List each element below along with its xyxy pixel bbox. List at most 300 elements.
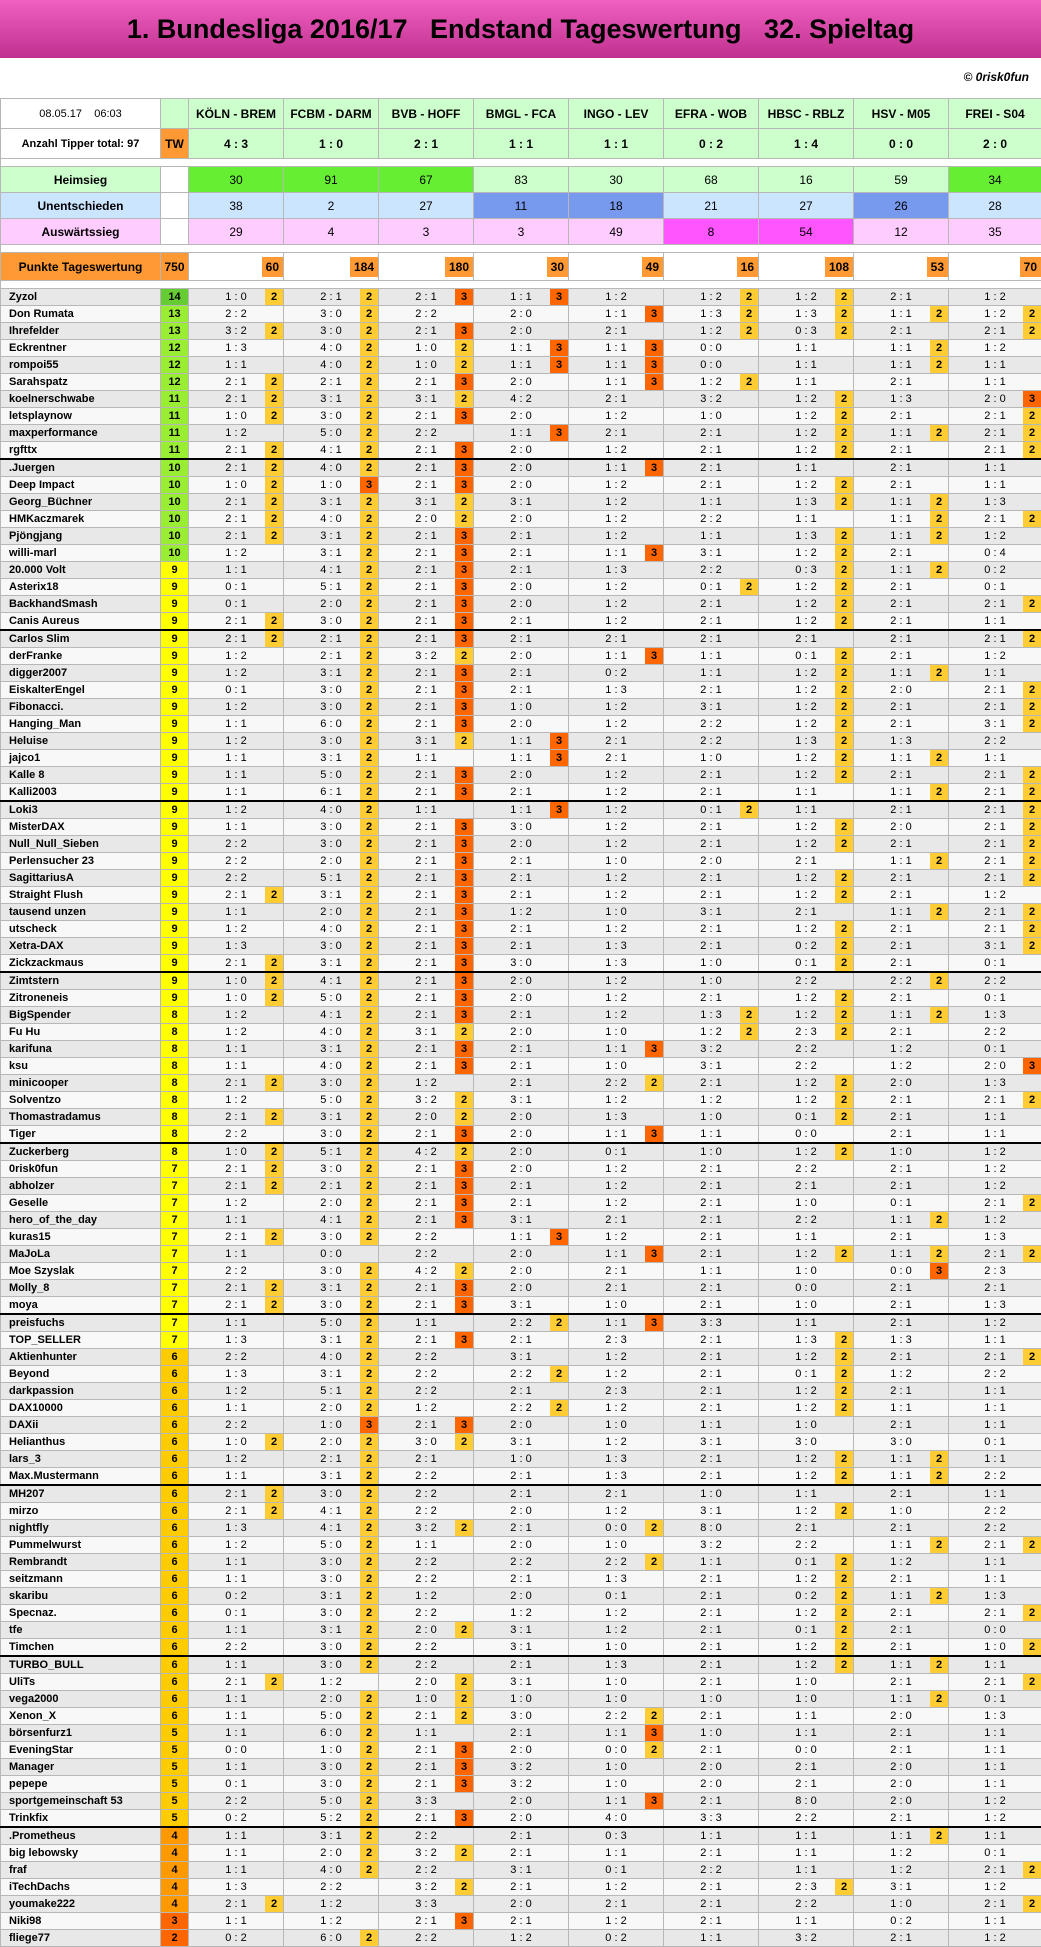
tip-score: 2 : 1 (872, 1417, 930, 1433)
player-tip (664, 1776, 759, 1793)
player-tip (474, 1126, 569, 1144)
tip-score: 1 : 1 (872, 1007, 930, 1023)
tip-points-badge: 2 (360, 289, 378, 305)
tip-points-badge: 2 (360, 340, 378, 356)
tip-score: 1 : 1 (777, 357, 835, 373)
tip-points-badge: 2 (835, 528, 853, 544)
tip-score: 2 : 2 (397, 1229, 455, 1245)
tip-score: 2 : 2 (397, 1657, 455, 1673)
player-name: Sarahspatz (1, 374, 161, 391)
tip-score: 1 : 1 (872, 784, 930, 800)
player-tip (379, 306, 474, 323)
tip-points-badge: 3 (455, 1212, 473, 1228)
tip-score: 2 : 1 (207, 613, 265, 629)
tip-score: 1 : 2 (587, 1400, 645, 1416)
tip-points-badge: 2 (930, 1212, 948, 1228)
tip-score: 2 : 2 (587, 1554, 645, 1570)
tip-points-badge: 2 (930, 973, 948, 989)
player-tip (284, 562, 379, 579)
tip-points-badge: 3 (550, 289, 568, 305)
player-tip (189, 1263, 284, 1280)
player-tip (474, 1827, 569, 1845)
player-tip (949, 1742, 1041, 1759)
player-tip (949, 1041, 1041, 1058)
player-tip (569, 1058, 664, 1075)
player-tip (474, 767, 569, 784)
tip-score: 2 : 2 (207, 1417, 265, 1433)
player-tip (664, 1605, 759, 1622)
tip-score: 3 : 3 (682, 1810, 740, 1826)
tip-points-badge: 2 (835, 494, 853, 510)
player-tip (854, 1212, 949, 1229)
tip-score: 5 : 0 (302, 767, 360, 783)
tip-score: 2 : 1 (682, 1896, 740, 1912)
player-tip (664, 1537, 759, 1554)
player-name: nightfly (1, 1520, 161, 1537)
player-tip (664, 1297, 759, 1315)
tip-score: 3 : 1 (302, 1588, 360, 1604)
tip-score: 2 : 1 (682, 682, 740, 698)
tip-score: 3 : 1 (302, 494, 360, 510)
player-tip (284, 1451, 379, 1468)
player-total: 6 (161, 1691, 189, 1708)
tip-points-badge: 3 (645, 545, 663, 561)
tip-points-badge: 3 (550, 733, 568, 749)
player-tip (474, 511, 569, 528)
player-tip (569, 1075, 664, 1092)
player-tip (569, 648, 664, 665)
tip-score: 4 : 0 (302, 802, 360, 818)
player-tip (379, 1520, 474, 1537)
tip-score: 4 : 0 (302, 460, 360, 476)
stat-away-value: 35 (949, 219, 1041, 245)
tip-points-badge: 3 (645, 306, 663, 322)
player-tip (854, 836, 949, 853)
player-tip (854, 1845, 949, 1862)
tip-score: 2 : 0 (682, 1759, 740, 1775)
player-tip (474, 289, 569, 306)
player-tip (664, 767, 759, 784)
player-tip (189, 1246, 284, 1263)
player-tip (759, 972, 854, 990)
tip-score: 4 : 0 (302, 1349, 360, 1365)
tip-score: 3 : 0 (302, 1605, 360, 1621)
player-tip (379, 1366, 474, 1383)
player-tip (949, 1451, 1041, 1468)
tip-score: 1 : 1 (872, 1400, 930, 1416)
player-tip (474, 1400, 569, 1417)
match-result: 2 : 0 (949, 129, 1041, 159)
player-tip (949, 442, 1041, 460)
player-tip (664, 870, 759, 887)
player-row (1, 1537, 1041, 1554)
tip-score: 2 : 1 (587, 425, 645, 441)
player-total: 9 (161, 665, 189, 682)
tip-score: 2 : 1 (872, 1126, 930, 1142)
tip-points-badge: 2 (645, 1708, 663, 1724)
player-tip (189, 1639, 284, 1657)
player-tip (284, 1058, 379, 1075)
tip-score: 2 : 0 (966, 1058, 1024, 1074)
player-tip (284, 819, 379, 836)
player-tip (379, 1451, 474, 1468)
player-tip (949, 1588, 1041, 1605)
tip-points-badge: 2 (360, 1639, 378, 1655)
tip-score: 3 : 0 (302, 1263, 360, 1279)
player-tip (474, 1109, 569, 1126)
tip-points-badge: 2 (360, 1212, 378, 1228)
tip-points-badge: 2 (1023, 1605, 1041, 1621)
tip-score: 2 : 1 (966, 631, 1024, 647)
tip-score: 1 : 1 (872, 357, 930, 373)
tip-score: 2 : 1 (682, 1674, 740, 1690)
tip-points-badge: 2 (265, 477, 283, 493)
tip-points-badge: 2 (360, 545, 378, 561)
tip-points-badge: 2 (455, 1674, 473, 1690)
tip-score: 1 : 2 (207, 1024, 265, 1040)
player-tip (569, 1314, 664, 1332)
player-tip (759, 1041, 854, 1058)
tip-points-badge: 2 (1023, 1674, 1041, 1690)
tip-score: 3 : 0 (302, 836, 360, 852)
tip-score: 2 : 1 (397, 1212, 455, 1228)
player-tip (379, 425, 474, 442)
tip-points-badge: 2 (265, 887, 283, 903)
player-tip (284, 1263, 379, 1280)
player-tip (379, 1691, 474, 1708)
tip-points-badge: 3 (1023, 391, 1041, 407)
player-row (1, 323, 1041, 340)
tip-points-badge: 2 (835, 1007, 853, 1023)
tip-points-badge: 2 (930, 904, 948, 920)
tip-score: 2 : 0 (492, 1417, 550, 1433)
player-tip (854, 1776, 949, 1793)
player-total: 4 (161, 1862, 189, 1879)
player-tip (284, 579, 379, 596)
tip-score: 2 : 0 (492, 306, 550, 322)
tip-score: 1 : 1 (777, 340, 835, 356)
tip-score: 2 : 1 (682, 938, 740, 954)
tip-points-badge: 2 (360, 1126, 378, 1142)
player-name: minicooper (1, 1075, 161, 1092)
player-tip (474, 1297, 569, 1315)
player-tip (664, 1161, 759, 1178)
player-row (1, 1400, 1041, 1417)
player-tip (189, 1092, 284, 1109)
player-row (1, 613, 1041, 631)
player-row (1, 1639, 1041, 1657)
tip-points-badge: 3 (455, 955, 473, 971)
player-row (1, 836, 1041, 853)
tip-points-badge: 2 (740, 1024, 758, 1040)
player-tip (664, 289, 759, 306)
player-tip (474, 990, 569, 1007)
player-tip (759, 1451, 854, 1468)
tip-score: 0 : 1 (777, 648, 835, 664)
tip-score: 1 : 2 (207, 1537, 265, 1553)
tip-score: 2 : 1 (397, 1161, 455, 1177)
tip-score: 4 : 1 (302, 442, 360, 458)
tip-score: 1 : 3 (872, 1332, 930, 1348)
tip-points-badge: 2 (360, 921, 378, 937)
tip-points-badge: 2 (1023, 853, 1041, 869)
tip-score: 2 : 1 (587, 323, 645, 339)
player-tip (189, 1845, 284, 1862)
player-tip (379, 1263, 474, 1280)
player-tip (379, 972, 474, 990)
player-tip (379, 1810, 474, 1828)
player-tip (379, 630, 474, 648)
player-tip (759, 1845, 854, 1862)
tip-score: 1 : 1 (207, 904, 265, 920)
tip-points-badge: 2 (930, 1451, 948, 1467)
tip-points-badge: 3 (645, 340, 663, 356)
tip-score: 1 : 0 (587, 1639, 645, 1655)
tip-score: 1 : 1 (207, 357, 265, 373)
tip-score: 2 : 1 (302, 631, 360, 647)
tip-score: 2 : 0 (302, 1691, 360, 1707)
player-tip (664, 1451, 759, 1468)
player-tip (189, 1451, 284, 1468)
tip-score: 2 : 1 (492, 1520, 550, 1536)
tip-score: 2 : 0 (492, 1537, 550, 1553)
player-tip (569, 1246, 664, 1263)
player-row (1, 1503, 1041, 1520)
player-tip (569, 1417, 664, 1434)
player-row (1, 853, 1041, 870)
player-tip (474, 1161, 569, 1178)
tip-points-badge: 2 (740, 323, 758, 339)
tip-score: 1 : 2 (777, 545, 835, 561)
player-tip (949, 1178, 1041, 1195)
player-tip (379, 1161, 474, 1178)
player-total: 4 (161, 1896, 189, 1913)
tip-points-badge: 2 (360, 1468, 378, 1484)
player-tip (474, 613, 569, 631)
tip-score: 2 : 1 (492, 1468, 550, 1484)
player-row (1, 1674, 1041, 1691)
tip-score: 2 : 1 (397, 767, 455, 783)
tip-score: 2 : 2 (397, 1605, 455, 1621)
tip-score: 2 : 2 (397, 1571, 455, 1587)
tip-score: 2 : 0 (492, 596, 550, 612)
player-name: SagittariusA (1, 870, 161, 887)
player-tip (759, 1417, 854, 1434)
tip-score: 1 : 1 (587, 1845, 645, 1861)
tip-score: 1 : 3 (777, 528, 835, 544)
player-tip (189, 630, 284, 648)
tip-score: 1 : 1 (966, 1417, 1024, 1433)
tip-score: 0 : 1 (207, 682, 265, 698)
tip-points-badge: 3 (455, 631, 473, 647)
tip-score: 1 : 1 (872, 425, 930, 441)
player-tip (854, 750, 949, 767)
player-tip (664, 904, 759, 921)
tip-score: 3 : 1 (302, 391, 360, 407)
tip-points-badge: 2 (360, 374, 378, 390)
player-tip (569, 1588, 664, 1605)
tip-score: 1 : 0 (587, 1759, 645, 1775)
stat-row-heimsieg (1, 167, 1041, 193)
tip-score: 1 : 3 (966, 494, 1024, 510)
player-tip (474, 1143, 569, 1161)
stat-row-unentschieden (1, 193, 1041, 219)
tip-score: 2 : 2 (397, 1862, 455, 1878)
tip-points-badge: 3 (455, 938, 473, 954)
tip-score: 2 : 1 (966, 870, 1024, 886)
player-tip (759, 1332, 854, 1349)
tip-score: 2 : 1 (682, 1451, 740, 1467)
player-total: 7 (161, 1212, 189, 1229)
tip-score: 1 : 1 (872, 1828, 930, 1844)
player-tip (569, 1879, 664, 1896)
player-tip (759, 1810, 854, 1828)
player-tip (284, 1913, 379, 1930)
player-tip (189, 904, 284, 921)
player-tip (189, 1879, 284, 1896)
tip-score: 2 : 1 (492, 1195, 550, 1211)
tip-score: 1 : 1 (966, 1400, 1024, 1416)
player-row (1, 408, 1041, 425)
tip-score: 1 : 3 (587, 1468, 645, 1484)
player-row (1, 391, 1041, 408)
tip-score: 2 : 1 (872, 1520, 930, 1536)
player-tip (379, 1845, 474, 1862)
player-tip (569, 699, 664, 716)
tip-points-badge: 2 (360, 1400, 378, 1416)
player-tip (854, 579, 949, 596)
player-tip (379, 1126, 474, 1144)
tip-points-badge: 2 (265, 1075, 283, 1091)
player-tip (664, 340, 759, 357)
stat-away-value: 29 (189, 219, 284, 245)
player-tip (284, 1126, 379, 1144)
player-tip (284, 545, 379, 562)
tip-score: 2 : 1 (397, 819, 455, 835)
tip-score: 2 : 1 (587, 391, 645, 407)
player-total: 9 (161, 648, 189, 665)
tip-score: 1 : 1 (872, 1657, 930, 1673)
tip-points-badge: 3 (455, 1058, 473, 1074)
tip-points-badge: 3 (645, 1725, 663, 1741)
player-name: iTechDachs (1, 1879, 161, 1896)
player-tip (569, 665, 664, 682)
tip-points-badge: 2 (265, 1161, 283, 1177)
stat-home-value: 59 (854, 167, 949, 193)
player-tip (759, 1930, 854, 1947)
player-tip (949, 1280, 1041, 1297)
player-tip (189, 990, 284, 1007)
tip-points-badge: 2 (455, 340, 473, 356)
tip-points-badge: 2 (360, 1058, 378, 1074)
tip-score: 5 : 0 (302, 990, 360, 1006)
tip-score: 2 : 1 (492, 562, 550, 578)
tip-score: 2 : 0 (492, 477, 550, 493)
tip-points-badge: 3 (930, 1263, 948, 1279)
tip-score: 1 : 0 (492, 699, 550, 715)
player-tip (949, 1161, 1041, 1178)
player-tip (379, 1588, 474, 1605)
tip-score: 2 : 0 (302, 1195, 360, 1211)
tip-score: 2 : 1 (397, 955, 455, 971)
tip-score: 2 : 1 (872, 460, 930, 476)
tip-score: 6 : 0 (302, 1725, 360, 1741)
player-tip (569, 733, 664, 750)
tip-points-badge: 2 (360, 1930, 378, 1946)
tip-points-badge: 2 (835, 1092, 853, 1108)
tip-points-badge: 2 (835, 1571, 853, 1587)
tip-score: 1 : 0 (302, 1417, 360, 1433)
tip-points-badge: 3 (455, 921, 473, 937)
tip-score: 2 : 1 (397, 442, 455, 458)
tip-score: 1 : 0 (207, 1434, 265, 1450)
tip-score: 5 : 0 (302, 1092, 360, 1108)
player-tip (569, 1468, 664, 1486)
tip-score: 2 : 1 (207, 1503, 265, 1519)
tip-score: 1 : 1 (682, 1554, 740, 1570)
player-tip (474, 1075, 569, 1092)
tip-score: 1 : 2 (587, 870, 645, 886)
tip-points-badge: 2 (360, 391, 378, 407)
tip-points-badge: 3 (455, 1126, 473, 1142)
tip-points-badge: 2 (265, 613, 283, 629)
player-name: Georg_Büchner (1, 494, 161, 511)
player-tip (379, 391, 474, 408)
tip-score: 1 : 2 (966, 887, 1024, 903)
tip-score: 1 : 2 (682, 323, 740, 339)
player-tip (284, 853, 379, 870)
player-tip (664, 1434, 759, 1451)
tip-score: 8 : 0 (682, 1520, 740, 1536)
tip-score: 2 : 2 (777, 1810, 835, 1826)
player-tip (854, 1639, 949, 1657)
player-name: darkpassion (1, 1383, 161, 1400)
tip-score: 2 : 1 (397, 374, 455, 390)
player-tip (284, 1554, 379, 1571)
tip-score: 1 : 1 (872, 1212, 930, 1228)
player-tip (949, 562, 1041, 579)
player-tip (949, 887, 1041, 904)
player-name: lars_3 (1, 1451, 161, 1468)
tip-points-badge: 2 (265, 1503, 283, 1519)
player-tip (569, 357, 664, 374)
tip-score: 4 : 2 (397, 1144, 455, 1160)
player-tip (569, 1708, 664, 1725)
player-tip (474, 750, 569, 767)
tip-points-badge: 2 (360, 1297, 378, 1313)
match-points (379, 253, 474, 281)
tip-score: 1 : 3 (777, 1332, 835, 1348)
player-total: 9 (161, 990, 189, 1007)
tip-score: 1 : 0 (207, 990, 265, 1006)
player-tip (854, 1109, 949, 1126)
tip-score: 1 : 3 (872, 733, 930, 749)
player-total: 10 (161, 494, 189, 511)
tip-points-badge: 2 (360, 1657, 378, 1673)
tip-points-badge: 2 (835, 596, 853, 612)
tip-score: 2 : 1 (397, 1178, 455, 1194)
tip-score: 2 : 1 (682, 767, 740, 783)
tip-score: 1 : 2 (587, 528, 645, 544)
tip-score: 2 : 1 (966, 819, 1024, 835)
tip-score: 3 : 0 (302, 1776, 360, 1792)
tip-score: 1 : 3 (207, 1520, 265, 1536)
player-tip (854, 1143, 949, 1161)
player-tip (664, 938, 759, 955)
player-total: 6 (161, 1588, 189, 1605)
player-total: 9 (161, 784, 189, 802)
player-tip (759, 1143, 854, 1161)
